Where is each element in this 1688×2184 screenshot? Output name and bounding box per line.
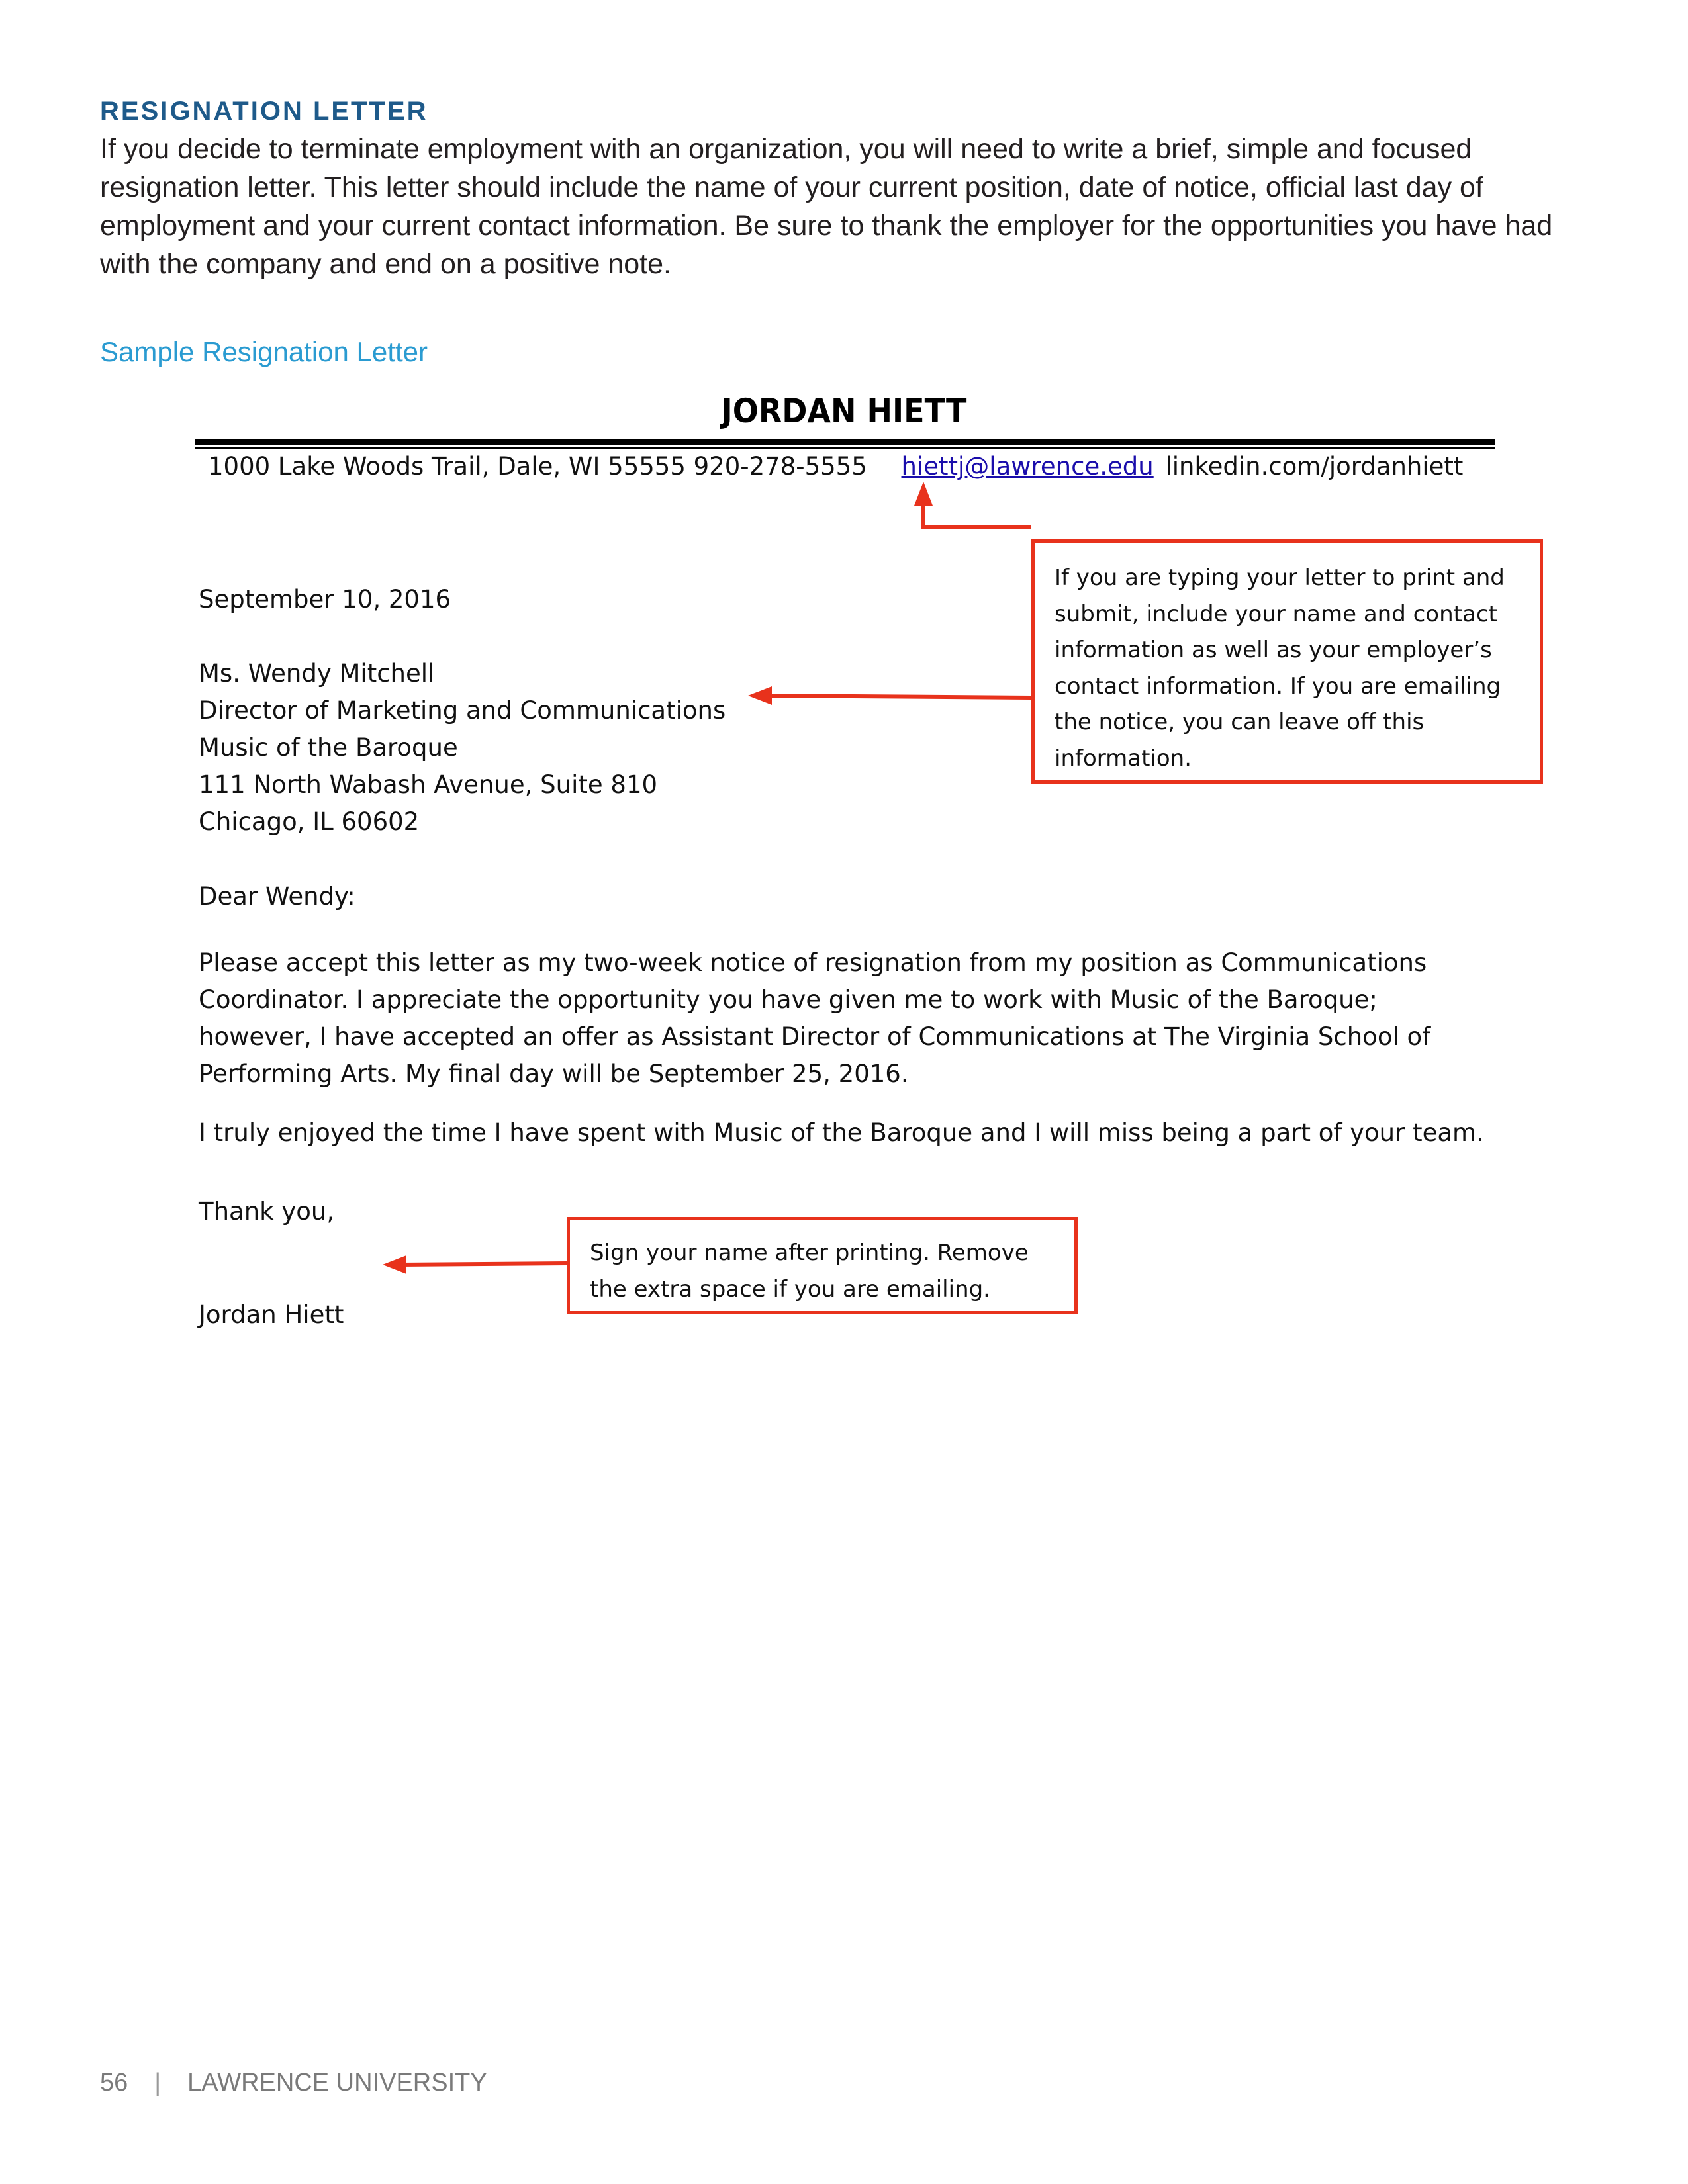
- arrowhead-up-icon: [914, 482, 933, 506]
- page-number: 56: [100, 2069, 128, 2097]
- footer-separator: |: [154, 2069, 162, 2097]
- letter-body-paragraph: Please accept this letter as my two-week notice of resignation from my position as Communications Coordinator. I appreciate the opportunity you have given me to work with Music of the Baroque; however, I have accepted an offer as Assistant Director of Communications at The Virginia School of Performing Arts. My final day will be September 25, 2016.: [199, 948, 1431, 1088]
- recipient-name: Ms. Wendy Mitchell: [199, 659, 435, 688]
- footer-publisher: LAWRENCE UNIVERSITY: [187, 2069, 487, 2097]
- salutation: Dear Wendy:: [199, 882, 355, 911]
- applicant-name: JORDAN HIETT: [721, 392, 967, 430]
- letter-body-paragraph: I truly enjoyed the time I have spent with Music of the Baroque and I will miss being a part of your team.: [199, 1118, 1484, 1147]
- section-heading: RESIGNATION LETTER: [100, 97, 428, 126]
- letter-date: September 10, 2016: [199, 585, 451, 614]
- callout-signature: Sign your name after printing. Remove the extra space if you are emailing.: [567, 1217, 1078, 1314]
- recipient-city: Chicago, IL 60602: [199, 807, 420, 836]
- arrow-to-signature: [400, 1263, 567, 1265]
- intro-paragraph: If you decide to terminate employment with an organization, you will need to write a brief, simple and focused resignation letter. This letter should include the name of your current position, date of notice, official last day of employment and your current contact information. Be sure to thank the employer for the opportunities you have had with the company and end on a positive note.: [100, 133, 1553, 280]
- callout-contact-info: If you are typing your letter to print and submit, include your name and contact information as well as your employer’s contact information. If you are emailing the notice, you can leave off this information.: [1031, 539, 1543, 784]
- contact-email-link[interactable]: hiettj@lawrence.edu: [901, 452, 1154, 480]
- sample-heading: Sample Resignation Letter: [100, 336, 428, 367]
- recipient-street: 111 North Wabash Avenue, Suite 810: [199, 770, 658, 799]
- contact-address-phone: 1000 Lake Woods Trail, Dale, WI 55555 920-278-5555: [208, 452, 867, 480]
- arrow-to-contact-line: [923, 504, 1031, 527]
- recipient-title: Director of Marketing and Communications: [199, 696, 726, 725]
- arrowhead-left-icon: [748, 686, 772, 705]
- arrow-to-recipient: [768, 696, 1031, 698]
- contact-linkedin: linkedin.com/jordanhiett: [1165, 452, 1464, 480]
- closing: Thank you,: [199, 1197, 335, 1226]
- recipient-organization: Music of the Baroque: [199, 733, 458, 762]
- arrowhead-left-icon: [383, 1255, 406, 1274]
- signature-name: Jordan Hiett: [199, 1300, 344, 1329]
- page-footer: [100, 2069, 487, 2097]
